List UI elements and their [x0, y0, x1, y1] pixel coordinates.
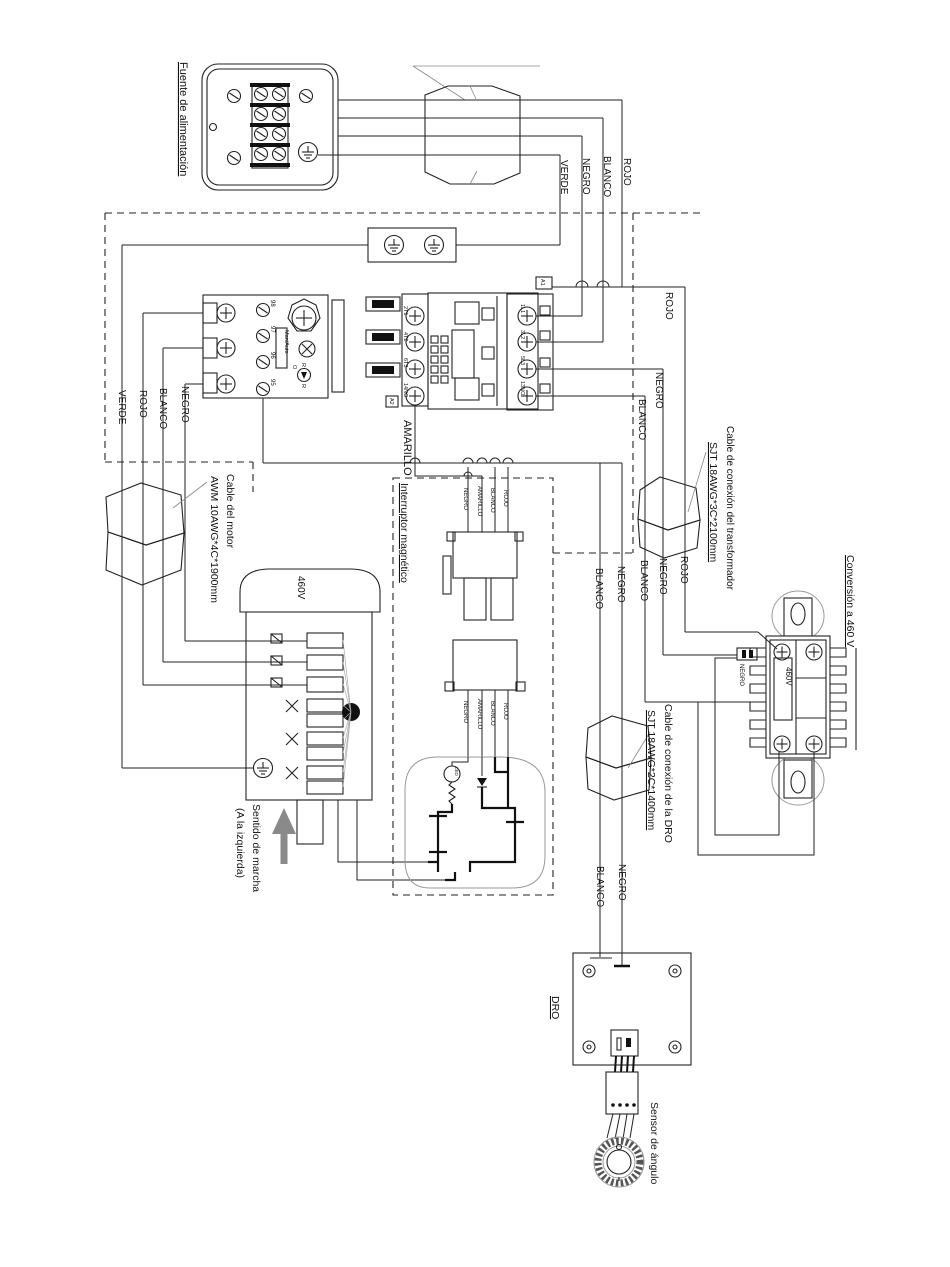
sensor-connector [606, 1072, 638, 1114]
wire-label-blanco: BLANCO [601, 156, 612, 198]
ribbon-cable [615, 1056, 634, 1072]
reset-arrow-icon [301, 372, 307, 379]
contactor-13NO: 13NO [519, 381, 525, 396]
wire-label-negro: NEGRO [616, 864, 627, 901]
wire-label-negro: NEGRO [653, 372, 664, 409]
overload-relay [203, 295, 400, 398]
transformer-cable-label: Cable de conexión del transformador [724, 426, 735, 590]
screw-icon [583, 1041, 595, 1053]
dro [549, 953, 691, 1065]
dro-cable-label: Cable de conexión de la DRO [662, 704, 674, 843]
wire-label-amarillo: AMARILLO [401, 420, 413, 476]
wire-label-blanco: BLANCO [489, 701, 495, 726]
motor-cable [106, 474, 236, 603]
contactor-2T1: 2T1 [402, 306, 408, 316]
winding-left [750, 648, 766, 747]
wire-label-rojo: ROJO [502, 490, 508, 507]
angle-sensor [594, 1056, 660, 1187]
contactor-4T2: 4T2 [402, 332, 408, 342]
dro-cable [586, 463, 674, 966]
relay-terminal-98: 98 [269, 300, 275, 307]
ground-icon [299, 143, 318, 162]
reset-r2-label: R [300, 384, 306, 388]
transformer-cable-spec: SJT 18AWG*3C*2100mm [707, 442, 719, 563]
wire-label-blanco: BLANCO [636, 399, 647, 441]
reset-o-label: O [291, 365, 297, 370]
wire-label-rojo: ROJO [663, 292, 674, 320]
led-label: LED [454, 767, 459, 776]
magnetic-switch [263, 398, 622, 888]
wire-label-amarillo: AMARILLO [476, 486, 482, 517]
ground-icon [254, 759, 273, 778]
screw-icon [583, 965, 595, 977]
wire-label-blanco: BLANCO [593, 568, 604, 610]
direction-arrow [234, 804, 296, 892]
screw-icon [300, 90, 313, 103]
motor-foot [297, 800, 323, 844]
screw-icon [217, 375, 235, 393]
ground-icon [425, 236, 444, 255]
connector-a [453, 532, 517, 578]
screw-icon [669, 1041, 681, 1053]
contactor-vents [431, 336, 448, 383]
screw-icon [228, 90, 241, 103]
ground-icon [385, 236, 404, 255]
wire-label-negro: NEGRO [615, 566, 626, 603]
wire-label-rojo: ROJO [502, 703, 508, 720]
transformer-voltage: 460V [784, 667, 793, 686]
contactor-A1: A1 [539, 279, 545, 286]
wire-label-blanco: BLANCO [157, 388, 168, 430]
resistor-icon [449, 782, 455, 804]
wire-label-verde: VERDE [116, 390, 127, 425]
power-cable [318, 66, 632, 342]
terminal-strip [250, 83, 290, 168]
conversion-label: Conversión a 460 V [844, 555, 856, 648]
dro-connector [611, 1030, 638, 1056]
screw-icon [255, 88, 268, 101]
wire-label-negro: NEGRO [657, 558, 668, 595]
magnetic-switch-label: Interruptor magnético [398, 483, 410, 583]
wire-label-rojo: ROJO [678, 556, 689, 584]
wire-label-amarillo: AMARILLO [476, 699, 482, 730]
motor-cable-label: Cable del motor [224, 474, 236, 549]
contactor-5L3: 5L3 [519, 356, 525, 366]
wire-label-negro: NEGRO [462, 701, 468, 724]
contactor-6T3: 6T3 [402, 358, 408, 368]
arrow-icon [272, 808, 296, 834]
direction-label-1: Sentido de marcha [250, 804, 262, 893]
motor-feed-wires [116, 313, 203, 685]
wire-label-blanco: BLANCO [489, 488, 495, 513]
transformer-cable [638, 426, 735, 601]
relay-terminal-95: 95 [269, 379, 275, 386]
relay-terminal-96: 96 [269, 352, 275, 359]
wire-label-blanco: BLANCO [594, 866, 605, 908]
fuse [737, 648, 757, 660]
wire-label-negro: NEGRO [580, 158, 591, 195]
wire-label-negro: NEGRO [179, 386, 190, 423]
motor-voltage: 460V [295, 576, 306, 600]
screw-icon [217, 304, 235, 322]
wire-label-verde: VERDE [558, 160, 569, 195]
wire-label-blanco: BLANCO [638, 560, 649, 602]
screw-icon [228, 152, 241, 165]
screw-icon [669, 965, 681, 977]
dro-label: DRO [549, 996, 561, 1020]
fuse-wire-label: NEGRO [738, 664, 744, 687]
contactor-14NO: 14NO [402, 383, 408, 398]
contactor-3L2: 3L2 [519, 330, 525, 340]
motor-cable-spec: AWM 10AWG*4C*1900mm [208, 476, 220, 604]
connector-b [453, 640, 517, 690]
transformer [645, 555, 856, 855]
supply-and-taps [536, 281, 685, 702]
direction-label-2: (A la izquierda) [234, 808, 246, 879]
wire-label-rojo: ROJO [137, 390, 148, 418]
winding-right [830, 648, 846, 747]
power-supply [177, 62, 338, 190]
relay-terminal-97: 97 [269, 326, 275, 333]
man-auto-label: Man/Auto [283, 330, 289, 354]
contactor-A2: A2 [388, 398, 394, 405]
reset-r-label: R [300, 363, 306, 367]
motor-dome [240, 569, 380, 612]
wire-label-rojo: ROJO [621, 158, 632, 186]
dro-cable-spec: SJT 18AWG*2C*1400mm [645, 710, 657, 831]
wire-label-negro: NEGRO [462, 488, 468, 511]
angle-sensor-label: Sensor de ángulo [648, 1102, 660, 1185]
screw-icon [217, 339, 235, 357]
magnetic-switch-enclosure [393, 478, 553, 895]
cable-sheath [425, 86, 520, 184]
contactor [386, 277, 553, 410]
power-supply-title: Fuente de alimentación [177, 62, 189, 177]
diode-icon [477, 778, 487, 786]
contactor-1L1: 1L1 [519, 304, 525, 314]
